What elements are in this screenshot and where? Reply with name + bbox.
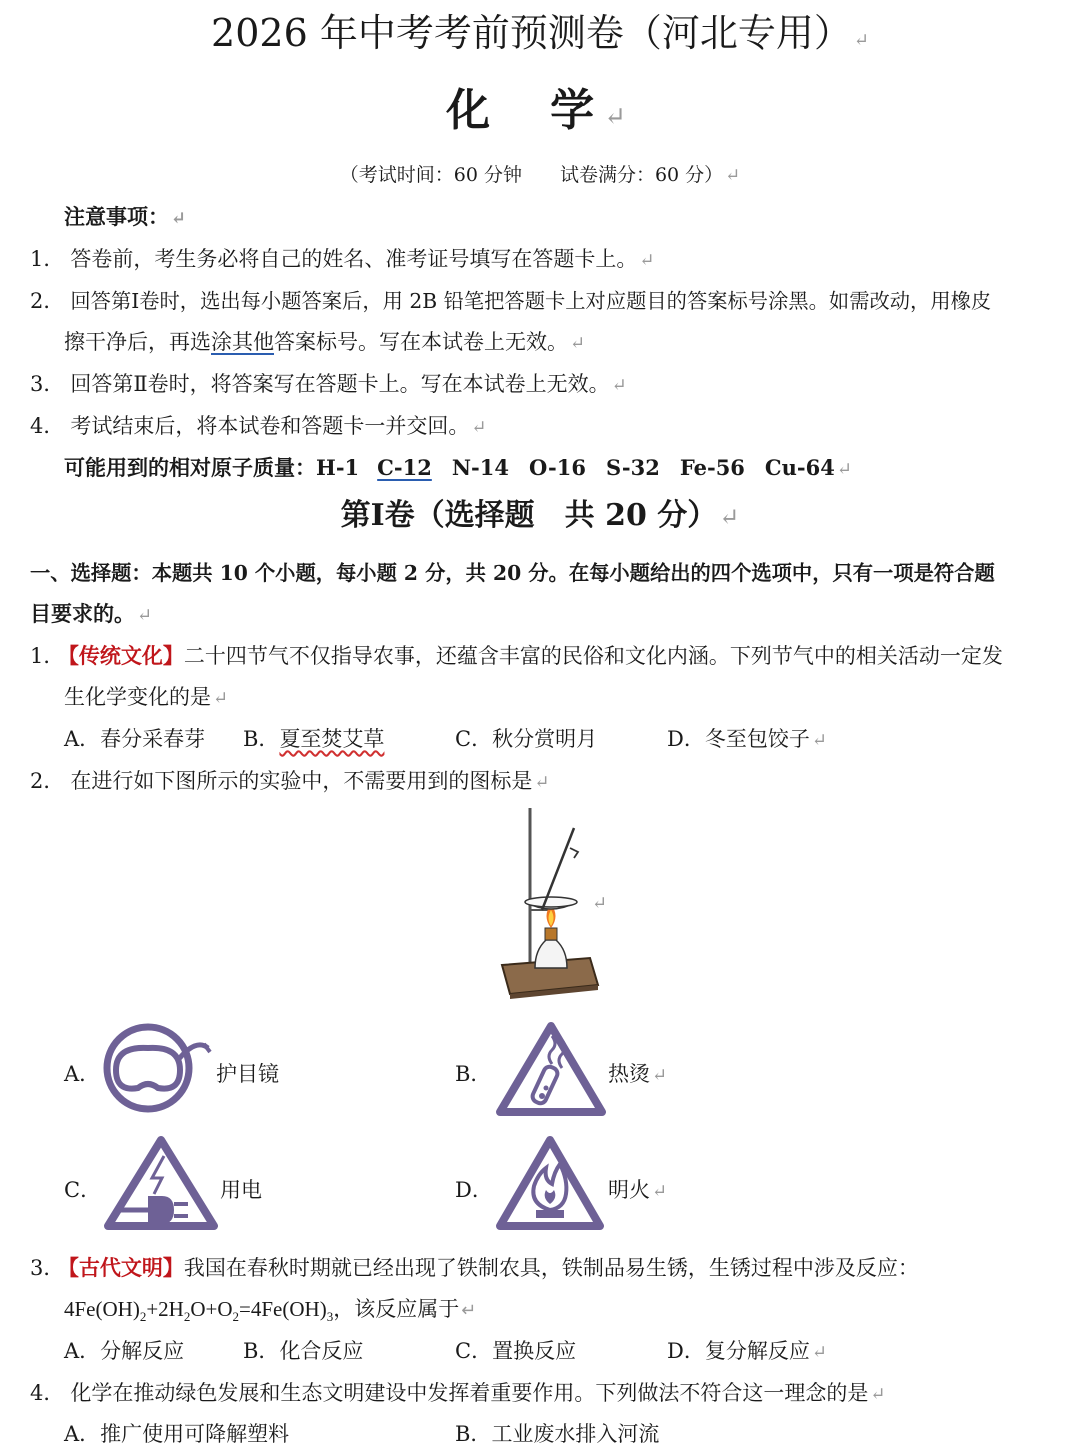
q1-option-d: D．冬至包饺子 ↵: [667, 727, 827, 751]
question-2: 2． 在进行如下图所示的实验中，不需要用到的图标是 ↵: [30, 769, 550, 793]
question-1: 1． 【传统文化】二十四节气不仅指导农事，还蕴含丰富的民俗和文化内涵。下列节气中的相关活动一定发: [30, 643, 1003, 668]
question-tag: 【传统文化】: [68, 643, 184, 668]
q4-option-b: B．工业废水排入河流: [455, 1422, 660, 1446]
evaporation-apparatus-figure: [490, 800, 600, 1000]
section-title: 第Ⅰ卷（选择题 共 20 分）↵: [340, 498, 740, 533]
q2-option-d-label: 明火 ↵: [608, 1178, 668, 1202]
notice-item-3: 3． 回答第Ⅱ卷时，将答案写在答题卡上。写在本试卷上无效。 ↵: [30, 372, 627, 396]
question-1-cont: 生化学变化的是 ↵: [64, 685, 229, 709]
exam-info: （考试时间：60 分钟 试卷满分：60 分） ↵: [339, 164, 741, 186]
section-instruction-cont: 目要求的。 ↵: [30, 601, 153, 626]
q2-option-c-label: 用电: [220, 1178, 262, 1202]
question-3-equation: $4Fe(OH)_2+2H_2O+O_2=4Fe(OH)_3$，该反应属于 ↵: [64, 1297, 477, 1325]
q3-option-c: C．置换反应: [455, 1339, 577, 1363]
subject-title: 化 学↵: [446, 85, 634, 136]
q1-option-c: C．秋分赏明月: [455, 727, 598, 751]
q3-option-a: A．分解反应: [64, 1339, 185, 1363]
notice-item-2-cont: 擦干净后，再选涂其他答案标号。写在本试卷上无效。 ↵: [64, 330, 586, 354]
question-4: 4． 化学在推动绿色发展和生态文明建设中发挥着重要作用。下列做法不符合这一理念的是 ↵: [30, 1381, 886, 1405]
q1-option-a: A．春分采春芽: [64, 727, 206, 751]
hot-surface-icon: [494, 1018, 608, 1120]
q1-option-b: B．夏至焚艾草: [243, 727, 385, 751]
exam-title: 2026 年中考考前预测卷（河北专用） ↵: [211, 11, 869, 55]
q4-option-a: A．推广使用可降解塑料: [64, 1422, 290, 1446]
electricity-icon: [102, 1134, 220, 1234]
notice-heading: 注意事项： ↵: [64, 204, 187, 229]
notice-item-1: 1． 答卷前，考生务必将自己的姓名、准考证号填写在答题卡上。 ↵: [30, 247, 655, 271]
figure-return-mark: ↵: [592, 893, 608, 914]
q2-option-c-letter: C．: [64, 1178, 102, 1202]
goggles-icon: [100, 1018, 215, 1118]
q2-option-d-letter: D．: [455, 1178, 493, 1202]
q3-option-b: B．化合反应: [243, 1339, 364, 1363]
q3-option-d: D．复分解反应 ↵: [667, 1339, 827, 1363]
atomic-masses: 可能用到的相对原子质量：H-1 C-12 N-14 O-16 S-32 Fe-56 Cu-64 ↵: [64, 455, 852, 480]
question-tag: 【古代文明】: [68, 1255, 184, 1280]
open-flame-icon: [494, 1134, 606, 1234]
q2-option-b-label: 热烫 ↵: [608, 1062, 668, 1086]
notice-item-4: 4． 考试结束后，将本试卷和答题卡一并交回。 ↵: [30, 414, 487, 438]
question-3: 3． 【古代文明】我国在春秋时期就已经出现了铁制农具，铁制品易生锈，生锈过程中涉及反应：: [30, 1255, 919, 1280]
notice-item-2: 2． 回答第Ⅰ卷时，选出每小题答案后，用 2B 铅笔把答题卡上对应题目的答案标号涂黑。如需改动，用橡皮: [30, 289, 992, 313]
section-instruction: 一、选择题：本题共 10 个小题，每小题 2 分，共 20 分。在每小题给出的四个选项中，只有一项是符合题: [30, 561, 995, 585]
q2-option-b-letter: B．: [455, 1062, 492, 1086]
q2-option-a-letter: A．: [64, 1062, 101, 1086]
q2-option-a-label: 护目镜: [216, 1062, 279, 1086]
